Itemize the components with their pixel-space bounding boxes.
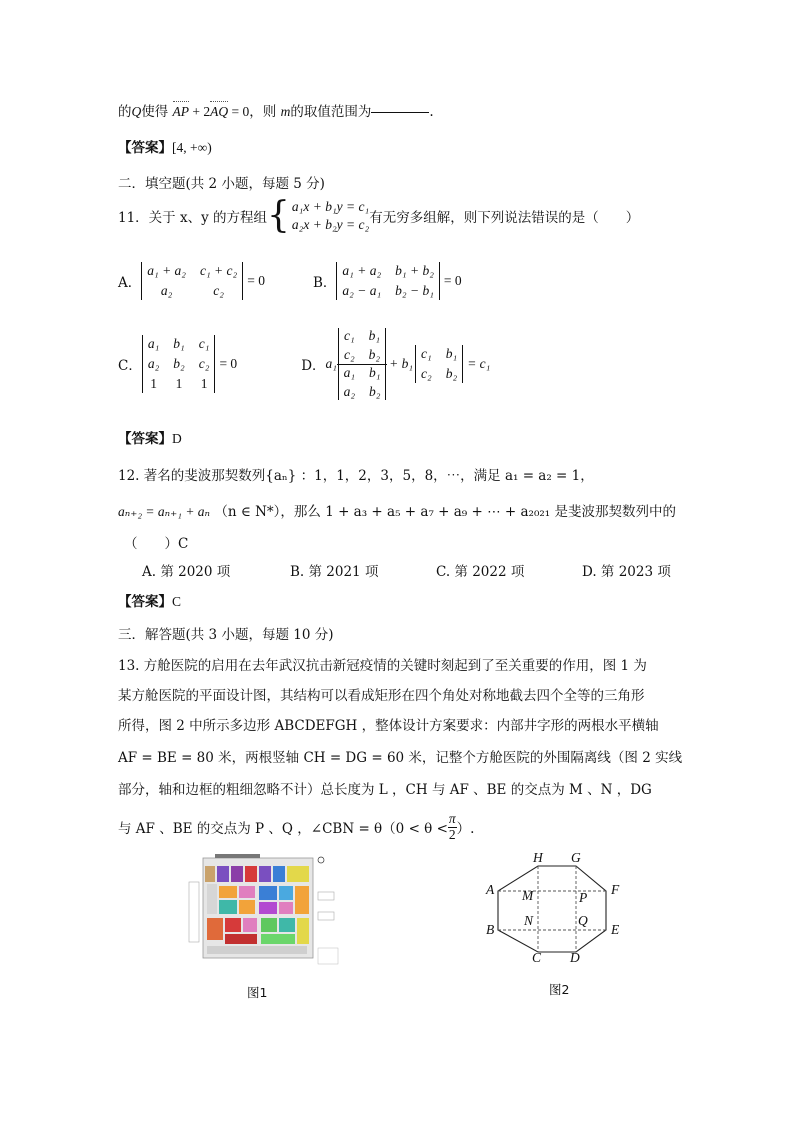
label-n: N xyxy=(524,913,534,928)
label-p: P xyxy=(579,890,588,905)
option-a-determinant: a₁ + a₂ c₁ + c₂ a₂ c₂ xyxy=(141,262,243,300)
question-13-line-4: AF = BE = 80 米，两根竖轴 CH = DG = 60 米，记整个方舱医院的外围隔离线（图 2 实线 xyxy=(118,750,683,766)
q12-option-d: D. 第 2023 项 xyxy=(582,564,671,580)
q11-options-ab: A． a₁ + a₂ c₁ + c₂ a₂ c₂ = 0 B． a₁ + a₂ b₁ + b₂ a₂ − a₁ b₂ − b₁ = 0 xyxy=(118,263,462,298)
option-d-fraction: c₁ b₁ c₂ b₂ a₁ b₁ a₂ b₂ xyxy=(337,328,387,400)
label-q: Q xyxy=(578,913,588,928)
figure-2-diagram xyxy=(478,850,638,970)
question-13-line-5: 部分，轴和边框的粗细忽略不计）总长度为 L ，CH 与 AF 、BE 的交点为 M 、N ，DG xyxy=(118,782,652,798)
label-h: H xyxy=(533,850,543,865)
label-m: M xyxy=(522,888,534,903)
answer-line-2: 【答案】D xyxy=(118,431,182,447)
label-b: B xyxy=(486,922,495,937)
question-12-line-2: aₙ₊₂ = aₙ₊₁ + aₙ （n ∈ N*），那么 1 + a₃ + a₅ + a₇ + a₉ + ⋯ + a₂₀₂₁ 是斐波那契数列中的 xyxy=(118,504,676,520)
section-2-heading: 二．填空题(共 2 小题，每题 5 分) xyxy=(118,176,325,192)
floor-plan-image xyxy=(185,852,340,967)
label-a: A xyxy=(486,882,495,897)
q11-options-cd: C． a₁ b₁ c₁ a₂ b₂ c₂ 1 1 1 = 0 D． a₁ c₁ b₁ c₂ b₂ a₁ b₁ a₂ b₂ + b₁ c₁ b₁ c₂ b₂ = c₁ xyxy=(118,328,491,399)
q12-option-b: B. 第 2021 项 xyxy=(290,564,379,580)
question-13-line-1: 13. 方舱医院的启用在去年武汉抗击新冠疫情的关键时刻起到了至关重要的作用，图 1 为 xyxy=(118,658,647,674)
vector-aq: AQ xyxy=(210,104,229,119)
q12-option-c: C. 第 2022 项 xyxy=(436,564,525,580)
question-13-line-6: 与 AF 、BE 的交点为 P 、Q ，∠CBN = θ（0 < θ < $\frac{\pi}{2}$ ）. xyxy=(118,811,475,842)
octagon-diagram xyxy=(478,850,638,970)
left-brace: { xyxy=(267,195,290,236)
question-12-line-3: （ ）C xyxy=(124,536,189,552)
option-d-determinant: c₁ b₁ c₂ b₂ xyxy=(415,345,463,383)
option-b-determinant: a₁ + a₂ b₁ + b₂ a₂ − a₁ b₂ − b₁ xyxy=(336,262,440,300)
figure-1-floor-plan xyxy=(185,852,340,967)
q10-continuation: 的Q使得 AP + 2AQ = 0，则 m的取值范围为 . xyxy=(118,104,434,120)
question-12-options xyxy=(142,560,671,580)
question-13-line-2: 某方舱医院的平面设计图，其结构可以看成矩形在四个角处对称地截去四个全等的三角形 xyxy=(118,688,645,704)
label-g: G xyxy=(571,850,581,865)
label-f: F xyxy=(611,882,620,897)
label-e: E xyxy=(611,922,620,937)
figure-2-caption: 图2 xyxy=(549,982,570,997)
q12-option-a: A. 第 2020 项 xyxy=(142,564,231,580)
answer-line-1: 【答案】[4, +∞) xyxy=(118,140,212,156)
question-12-line-1: 12. 著名的斐波那契数列{aₙ} ：1，1，2，3，5，8，⋯，满足 a₁ = a₂ = 1， xyxy=(118,468,594,484)
section-3-heading: 三．解答题(共 3 小题，每题 10 分) xyxy=(118,627,334,643)
option-c-determinant: a₁ b₁ c₁ a₂ b₂ c₂ 1 1 1 xyxy=(142,335,216,393)
question-11: 11．关于 x、y 的方程组 { a₁x + b₁y = c₁ a₂x + b₂y = c₂ 有无穷多组解，则下列说法错误的是（ ） xyxy=(118,195,640,236)
figure-1-caption: 图1 xyxy=(247,985,268,1000)
label-d: D xyxy=(570,950,580,965)
equation-system: { a₁x + b₁y = c₁ a₂x + b₂y = c₂ xyxy=(267,195,370,236)
label-c: C xyxy=(532,950,542,965)
pi-over-2: $\frac{\pi}{2}$ xyxy=(448,811,456,842)
question-13-line-3: 所得，图 2 中所示多边形 ABCDEFGH ，整体设计方案要求：内部井字形的两根水平横轴 xyxy=(118,718,659,734)
answer-line-3: 【答案】C xyxy=(118,594,182,610)
vector-ap: AP xyxy=(172,104,190,119)
answer-blank xyxy=(371,112,429,113)
